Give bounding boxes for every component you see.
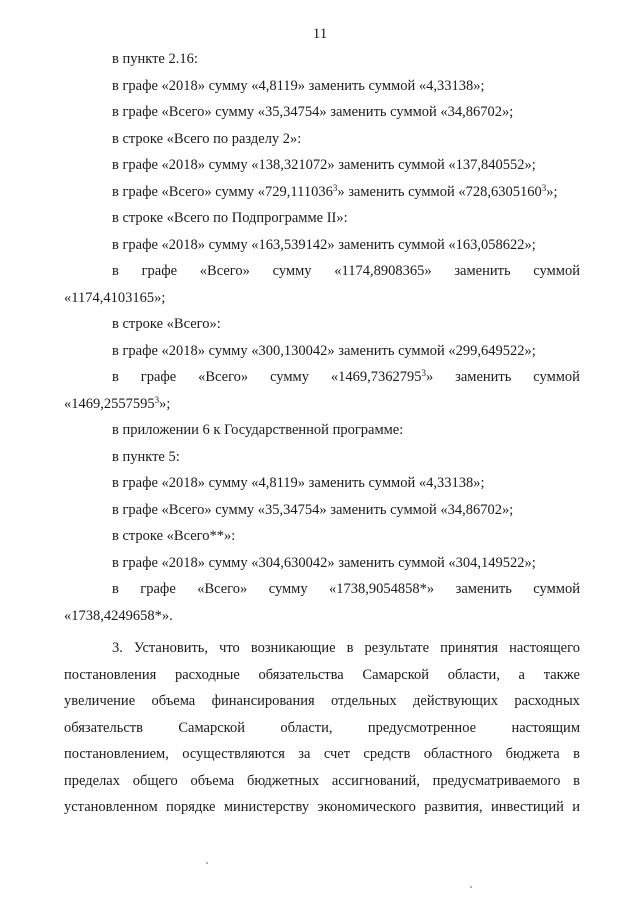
word: и <box>572 799 580 815</box>
word: осуществляются <box>182 746 285 762</box>
text-line <box>64 179 580 206</box>
word: развития, <box>424 799 483 815</box>
word: заменить <box>454 263 511 279</box>
word: заменить <box>455 369 512 385</box>
word: расходных <box>514 693 580 709</box>
word: расходные <box>175 666 240 683</box>
word: экономического <box>317 799 416 815</box>
paragraph-3 <box>64 635 580 821</box>
continuation-line: «1738,4249658*». <box>64 607 173 624</box>
word: обязательств <box>64 719 143 736</box>
word: результате <box>364 640 430 656</box>
continuation-line <box>64 391 580 418</box>
word: «1174,8908365» <box>334 263 432 279</box>
word: в <box>573 772 580 789</box>
word: инвестиций <box>490 799 564 815</box>
word: отдельных <box>331 693 397 709</box>
word: Самарской <box>362 666 430 683</box>
word: «Всего» <box>197 581 248 597</box>
word: суммой <box>533 369 580 385</box>
word: в <box>346 640 354 656</box>
word: «Всего» <box>199 263 250 279</box>
word: графе <box>140 581 176 597</box>
text-line: в строке «Всего**»: <box>112 528 236 544</box>
text-line: в графе «2018» сумму «300,130042» заменить суммой «299,649522»; <box>112 342 536 359</box>
word: принятия <box>440 640 499 656</box>
text-line: в графе «Всего» сумму «35,34754» заменить суммой «34,86702»; <box>112 501 514 518</box>
word: бюджета <box>505 746 560 762</box>
word: Самарской <box>178 719 245 736</box>
superscript: 3 <box>154 394 160 405</box>
text-line: в пункте 5: <box>112 448 180 465</box>
scan-speck <box>470 886 472 888</box>
word: Установить, <box>133 640 209 656</box>
word: министерству <box>223 799 310 815</box>
word: областного <box>423 746 493 762</box>
text-line: в графе «Всего» сумму «35,34754» заменить суммой «34,86702»; <box>112 104 514 120</box>
text-line: в графе «2018» сумму «4,8119» заменить суммой «4,33138»; <box>112 77 485 94</box>
text-fragment: «1469,7362795 <box>330 369 422 385</box>
word <box>331 364 433 391</box>
word: бюджетных <box>246 772 320 789</box>
word: графе <box>140 369 177 385</box>
text-line: в графе «2018» сумму «4,8119» заменить суммой «4,33138»; <box>112 475 485 491</box>
text-fragment: » заменить суммой «728,6305160 <box>337 183 542 200</box>
word: сумму <box>270 369 309 385</box>
word: в <box>112 581 119 597</box>
text-fragment: »; <box>546 183 558 200</box>
word: средств <box>363 746 411 762</box>
text-line: в строке «Всего»: <box>112 316 221 332</box>
word: в <box>112 369 119 385</box>
paragraph-line <box>64 662 580 689</box>
word: графе <box>141 263 178 279</box>
superscript: 3 <box>541 182 547 193</box>
word: области, <box>280 719 333 736</box>
superscript: 3 <box>332 182 338 193</box>
page-number: 11 <box>312 26 328 42</box>
text-line-justified <box>64 364 580 391</box>
word: постановлением, <box>64 746 169 762</box>
word: «1738,9054858*» <box>329 581 435 597</box>
word: настоящего <box>509 640 580 656</box>
word: увеличение <box>64 693 136 709</box>
word: счет <box>323 746 351 762</box>
text-line: в графе «2018» сумму «304,630042» заменить суммой «304,149522»; <box>112 554 536 571</box>
text-line: в графе «2018» сумму «138,321072» заменить суммой «137,840552»; <box>112 157 536 173</box>
word: что <box>219 640 240 656</box>
continuation-line: «1174,4103165»; <box>64 289 166 306</box>
word: ассигнований, <box>331 772 420 789</box>
text-fragment: » <box>425 369 434 385</box>
scan-speck <box>206 862 208 864</box>
text-line: в графе «2018» сумму «163,539142» заменить суммой «163,058622»; <box>112 236 536 253</box>
word: в <box>112 263 119 279</box>
text-fragment: в графе «Всего» сумму «729,111036 <box>112 183 333 200</box>
word: сумму <box>272 263 312 279</box>
text-fragment: »; <box>159 395 171 412</box>
word: порядке <box>166 799 216 815</box>
word: постановления <box>64 666 157 683</box>
word: области, <box>447 666 500 683</box>
paragraph-line <box>64 741 580 768</box>
word: за <box>298 746 311 762</box>
paragraph-line <box>64 635 580 662</box>
text-line: в приложении 6 к Государственной программе: <box>112 422 404 438</box>
word: действующих <box>413 693 498 709</box>
word: возникающие <box>250 640 336 656</box>
superscript: 3 <box>421 368 426 378</box>
word: предусмотренное <box>367 719 477 736</box>
word: а <box>518 666 525 683</box>
word: пределах <box>64 772 120 789</box>
paragraph-line <box>64 794 580 821</box>
word: суммой <box>533 263 580 279</box>
paragraph-line <box>64 688 580 715</box>
word: общего <box>132 772 178 789</box>
text-line: в строке «Всего по Подпрограмме II»: <box>112 210 348 226</box>
text-line: в строке «Всего по разделу 2»: <box>112 130 302 147</box>
word: финансирования <box>211 693 315 709</box>
text-line-justified <box>64 576 580 603</box>
word: обязательства <box>258 666 344 683</box>
word: установленном <box>64 799 158 815</box>
paragraph-line <box>64 768 580 795</box>
word: также <box>543 666 580 683</box>
paragraph-line <box>64 715 580 742</box>
word: «Всего» <box>198 369 249 385</box>
word: сумму <box>268 581 308 597</box>
word: объема <box>151 693 196 709</box>
word: настоящим <box>511 719 580 736</box>
word: предусматриваемого <box>432 772 561 789</box>
text-fragment: «1469,2557595 <box>64 395 155 412</box>
document-body <box>64 46 580 821</box>
word: заменить <box>455 581 512 597</box>
word: в <box>573 746 580 762</box>
word: 3. <box>112 640 123 656</box>
text-line: в пункте 2.16: <box>112 51 198 67</box>
text-line-justified <box>64 258 580 285</box>
word: объема <box>190 772 235 789</box>
word: суммой <box>533 581 580 597</box>
